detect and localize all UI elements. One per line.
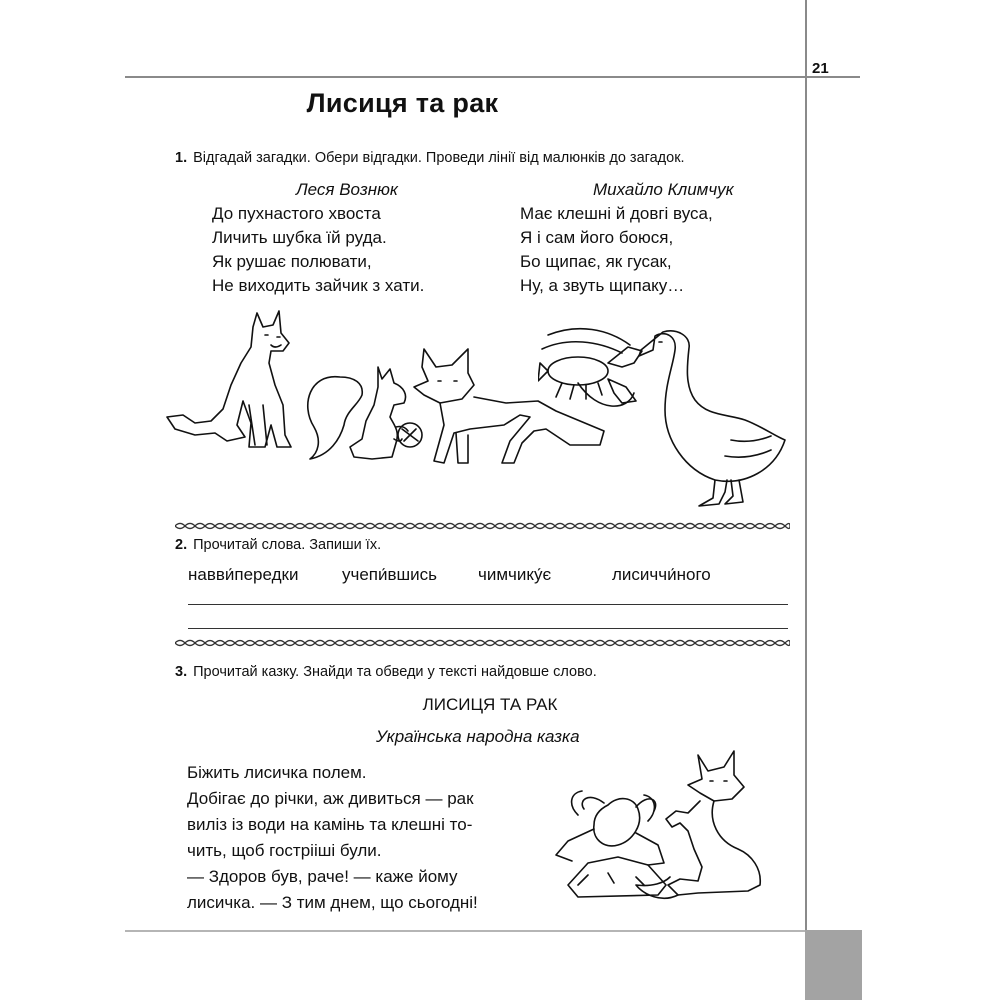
riddle-right-line: Ну, а звуть щипаку… bbox=[520, 276, 685, 295]
word-3: чимчику́є bbox=[478, 565, 552, 584]
task3-text: Прочитай казку. Знайди та обведи у тексті найдовше слово. bbox=[193, 664, 597, 680]
riddle-left-line: Личить шубка їй руда. bbox=[212, 228, 387, 247]
wolf-illustration bbox=[165, 305, 305, 455]
riddle-right-author: Михайло Климчук bbox=[593, 180, 734, 199]
riddle-left bbox=[212, 202, 424, 298]
story-line: лисичка. — З тим днем, що сьогодні! bbox=[187, 893, 478, 912]
goose-illustration bbox=[635, 330, 795, 510]
writing-line[interactable] bbox=[188, 604, 788, 605]
bleed-through-shadow bbox=[170, 18, 790, 58]
fox-and-crayfish-illustration bbox=[548, 745, 788, 910]
riddle-left-line: Як рушає полювати, bbox=[212, 252, 372, 271]
word-2: учепи́вшись bbox=[342, 565, 438, 584]
task2-text: Прочитай слова. Запиши їх. bbox=[193, 537, 382, 553]
task1-instruction bbox=[175, 150, 685, 166]
page-number: 21 bbox=[812, 60, 829, 77]
crayfish-illustration bbox=[538, 323, 648, 413]
task2-instruction bbox=[175, 537, 381, 553]
word-4: лисиччи́ного bbox=[612, 565, 711, 584]
page-title: Лисиця та рак bbox=[306, 88, 499, 118]
riddle-left-line: Не виходить зайчик з хати. bbox=[212, 276, 425, 295]
task1-text: Відгадай загадки. Обери відгадки. Проведи лінії від малюнків до загадок. bbox=[193, 150, 685, 166]
story-line: виліз із води на камінь та клешні то- bbox=[187, 815, 473, 834]
task3-number: 3. bbox=[175, 664, 188, 680]
story-subtitle: Українська народна казка bbox=[376, 727, 580, 746]
riddle-right-line: Я і сам його боюся, bbox=[520, 228, 674, 247]
riddle-right-line: Має клешні й довгі вуса, bbox=[520, 204, 713, 223]
task1-number: 1. bbox=[175, 150, 188, 166]
story-text bbox=[187, 760, 547, 916]
story-line: — Здоров був, раче! — каже йому bbox=[187, 867, 458, 886]
footer-rule bbox=[125, 930, 860, 932]
word-1: навви́передки bbox=[188, 565, 299, 584]
writing-line[interactable] bbox=[188, 628, 788, 629]
riddle-left-author: Леся Вознюк bbox=[296, 180, 398, 199]
riddle-left-line: До пухнастого хвоста bbox=[212, 204, 381, 223]
story-title: ЛИСИЦЯ ТА РАК bbox=[422, 695, 558, 714]
riddle-right-line: Бо щипає, як гусак, bbox=[520, 252, 672, 271]
story-line: Біжить лисичка полем. bbox=[187, 763, 367, 782]
story-line: Добігає до річки, аж дивиться — рак bbox=[187, 789, 474, 808]
page-edge-tab bbox=[805, 930, 862, 1000]
task3-instruction bbox=[175, 664, 597, 680]
section-divider bbox=[175, 638, 790, 648]
section-divider bbox=[175, 521, 790, 531]
header-rule bbox=[125, 76, 860, 78]
story-line: чить, щоб гострііші були. bbox=[187, 841, 382, 860]
riddle-right bbox=[520, 202, 713, 298]
page-margin-line bbox=[805, 0, 807, 1000]
task2-number: 2. bbox=[175, 537, 188, 553]
